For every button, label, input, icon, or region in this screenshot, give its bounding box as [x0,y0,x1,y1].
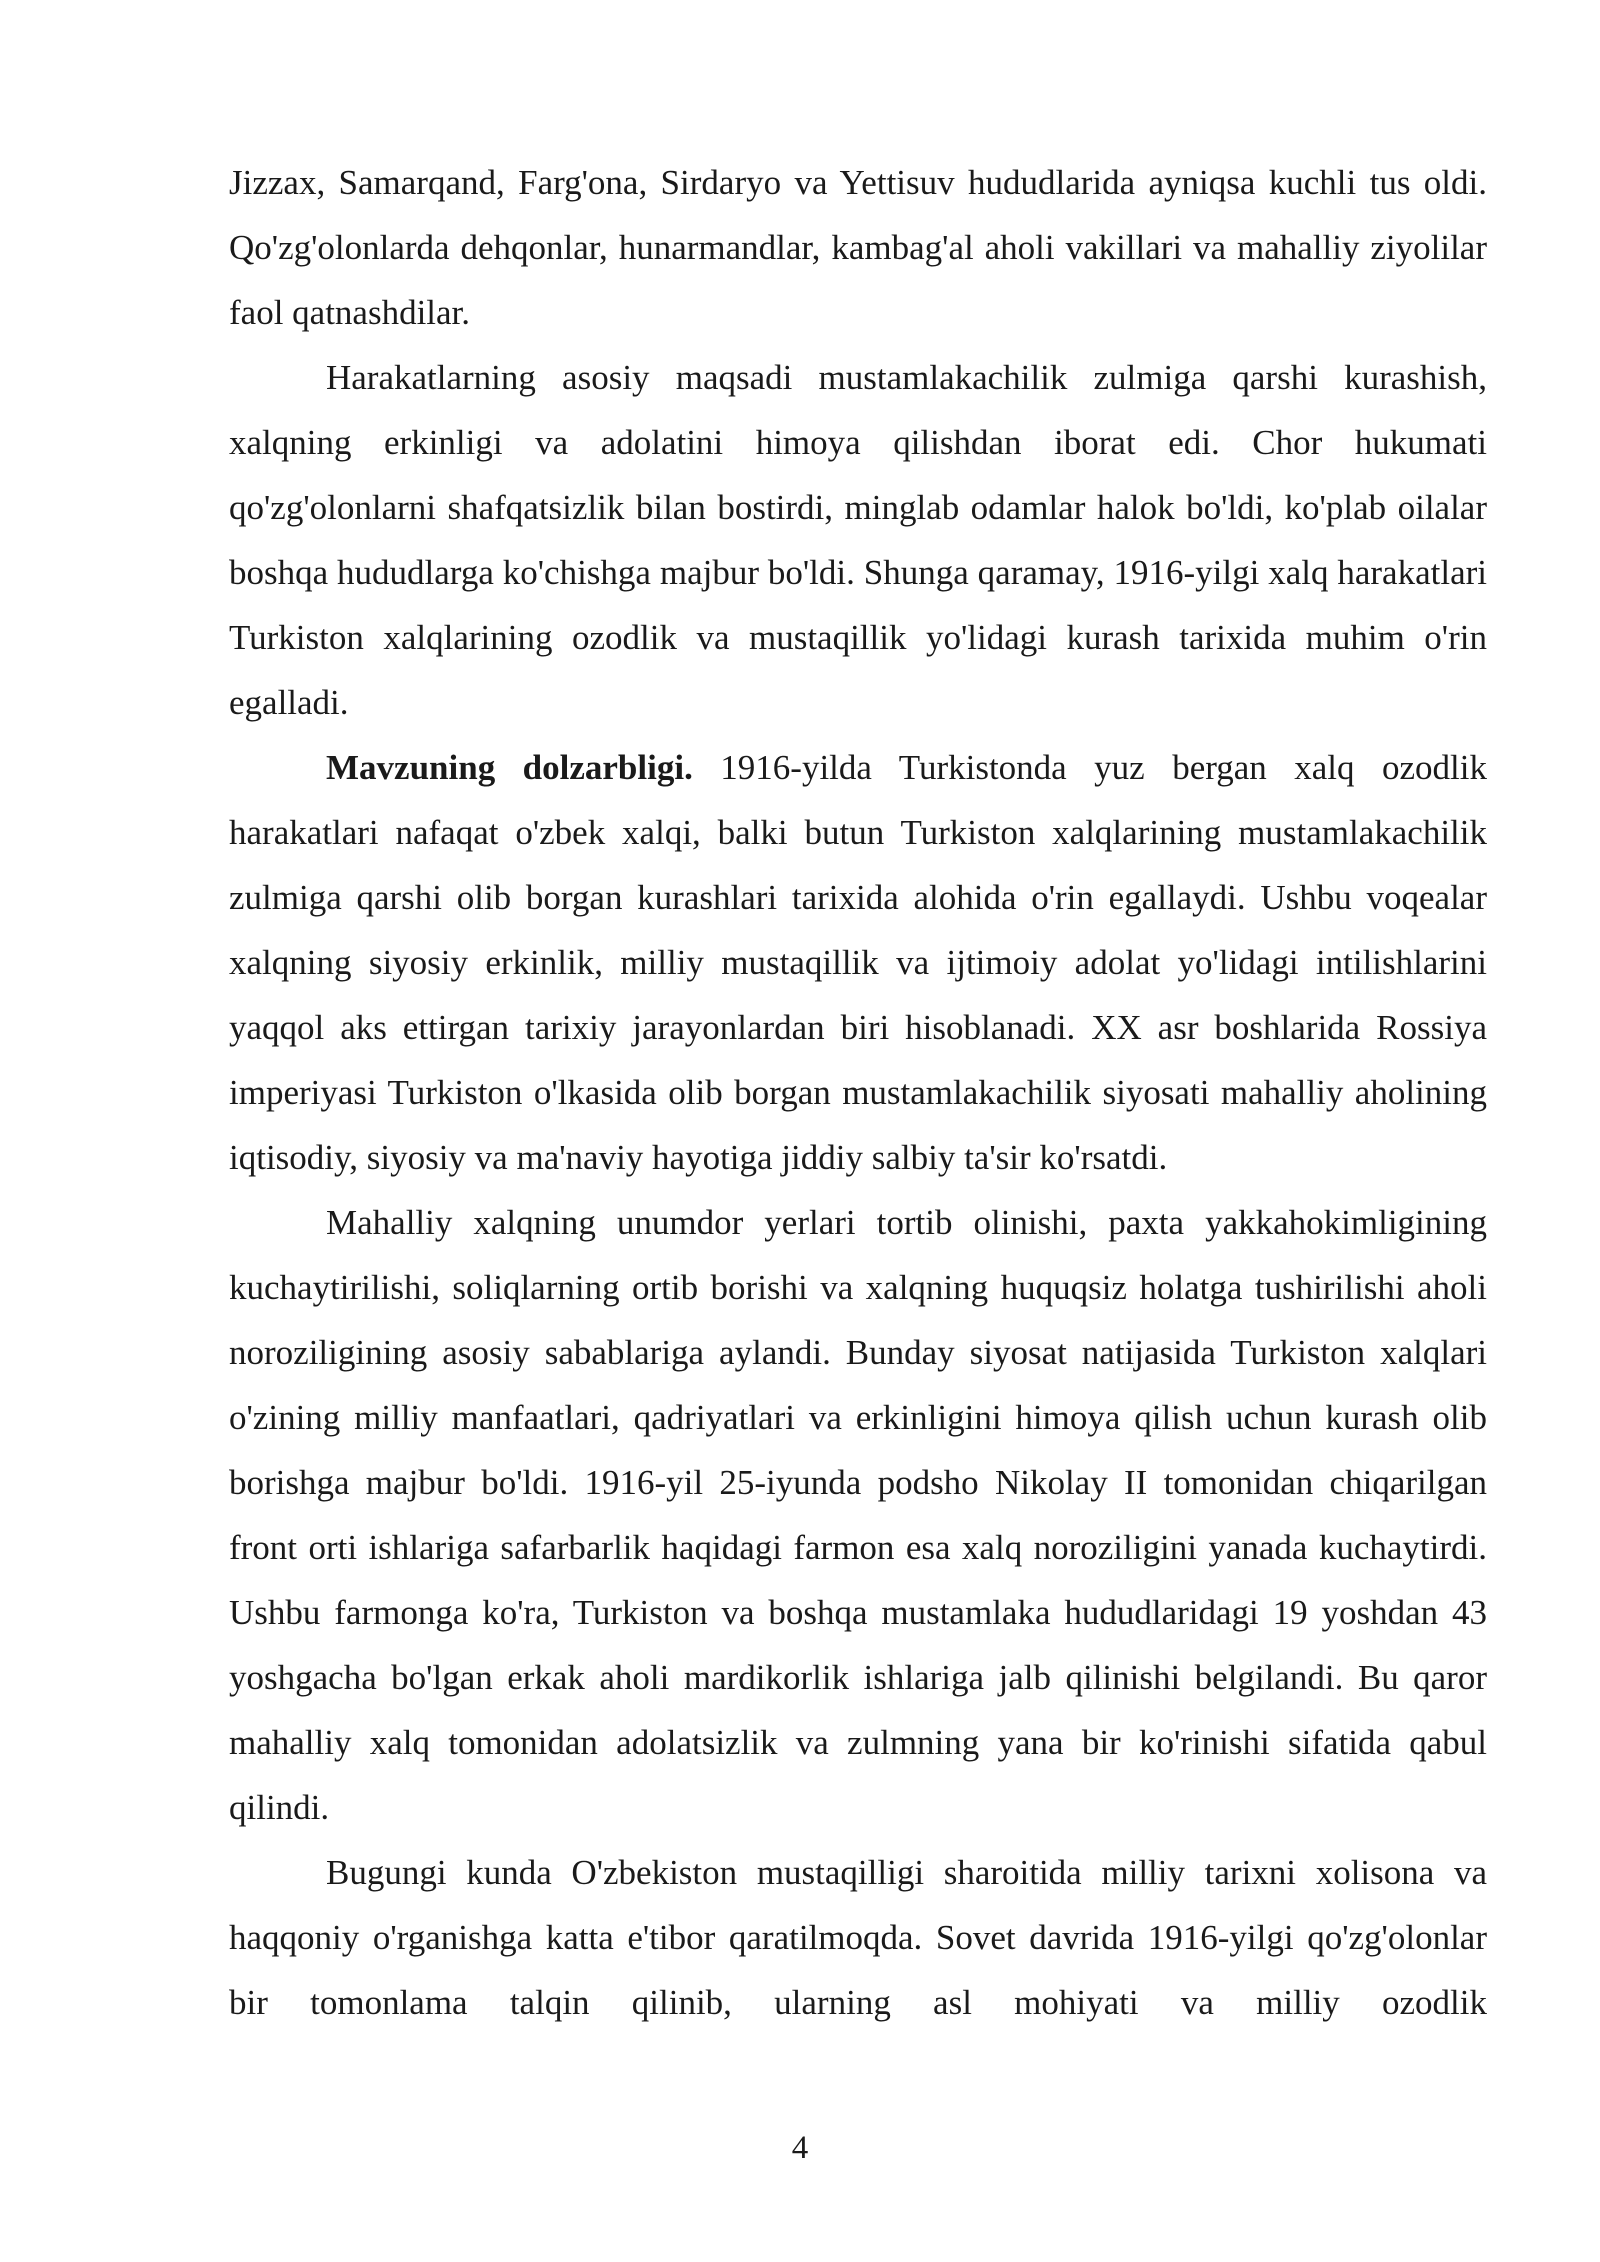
paragraph-4-text: Mahalliy xalqning unumdor yerlari tortib olinishi, paxta yakkahokimligining kuchaytirilishi, soliqlarning ortib borishi va xalqning huquqsiz holatga tushirilishi aholi noroziligining asosiy sabablariga aylandi. Bunday siyosat natijasida Turkiston xalqlari o'zining milliy manfaatlari, qadriyatlari va erkinligini himoya qilish uchun kurash olib borishga majbur bo'ldi. 1916-yil 25-iyunda podsho Nikolay II tomonidan chiqarilgan front orti ishlariga safarbarlik haqidagi farmon esa xalq noroziligini yanada kuchaytirdi. Ushbu farmonga ko'ra, Turkiston va boshqa mustamlaka hududlaridagi 19 yoshdan 43 yoshgacha bo'lgan erkak aholi mardikorlik ishlariga jalb qilinishi belgilandi. Bu qaror mahalliy xalq tomonidan adolatsizlik va zulmning yana bir ko'rinishi sifatida qabul qilindi. [229,1203,1487,1827]
page-number: 4 [791,2130,809,2166]
paragraph-1-text: Jizzax, Samarqand, Farg'ona, Sirdaryo va Yettisuv hududlarida ayniqsa kuchli tus oldi. Qo'zg'olonlarda dehqonlar, hunarmandlar, kambag'al aholi vakillari va mahalliy ziyolilar faol qatnashdilar. [229,163,1487,332]
paragraph-4 [229,1190,1487,1840]
paragraph-1 [229,150,1487,345]
paragraph-2-text: Harakatlarning asosiy maqsadi mustamlakachilik zulmiga qarshi kurashish, xalqning erkinligi va adolatini himoya qilishdan iborat edi. Chor hukumati qo'zg'olonlarni shafqatsizlik bilan bostirdi, minglab odamlar halok bo'ldi, ko'plab oilalar boshqa hududlarga ko'chishga majbur bo'ldi. Shunga qaramay, 1916-yilgi xalq harakatlari Turkiston xalqlarining ozodlik va mustaqillik yo'lidagi kurash tarixida muhim o'rin egalladi. [229,358,1487,722]
section-heading: Mavzuning dolzarbligi. [326,748,693,787]
paragraph-3 [229,735,1487,1190]
paragraph-5-text: Bugungi kunda O'zbekiston mustaqilligi sharoitida milliy tarixni xolisona va haqqoniy o'rganishga katta e'tibor qaratilmoqda. Sovet davrida 1916-yilgi qo'zg'olonlar bir tomonlama talqin qilinib, ularning asl mohiyati va milliy ozodlik [229,1853,1487,2022]
paragraph-2 [229,345,1487,735]
document-body [229,150,1487,2035]
paragraph-3-text: 1916-yilda Turkistonda yuz bergan xalq ozodlik harakatlari nafaqat o'zbek xalqi, balki butun Turkiston xalqlarining mustamlakachilik zulmiga qarshi olib borgan kurashlari tarixida alohida o'rin egallaydi. Ushbu voqealar xalqning siyosiy erkinlik, milliy mustaqillik va ijtimoiy adolat yo'lidagi intilishlarini yaqqol aks ettirgan tarixiy jarayonlardan biri hisoblanadi. XX asr boshlarida Rossiya imperiyasi Turkiston o'lkasida olib borgan mustamlakachilik siyosati mahalliy aholining iqtisodiy, siyosiy va ma'naviy hayotiga jiddiy salbiy ta'sir ko'rsatdi. [229,748,1487,1177]
paragraph-5 [229,1840,1487,2035]
